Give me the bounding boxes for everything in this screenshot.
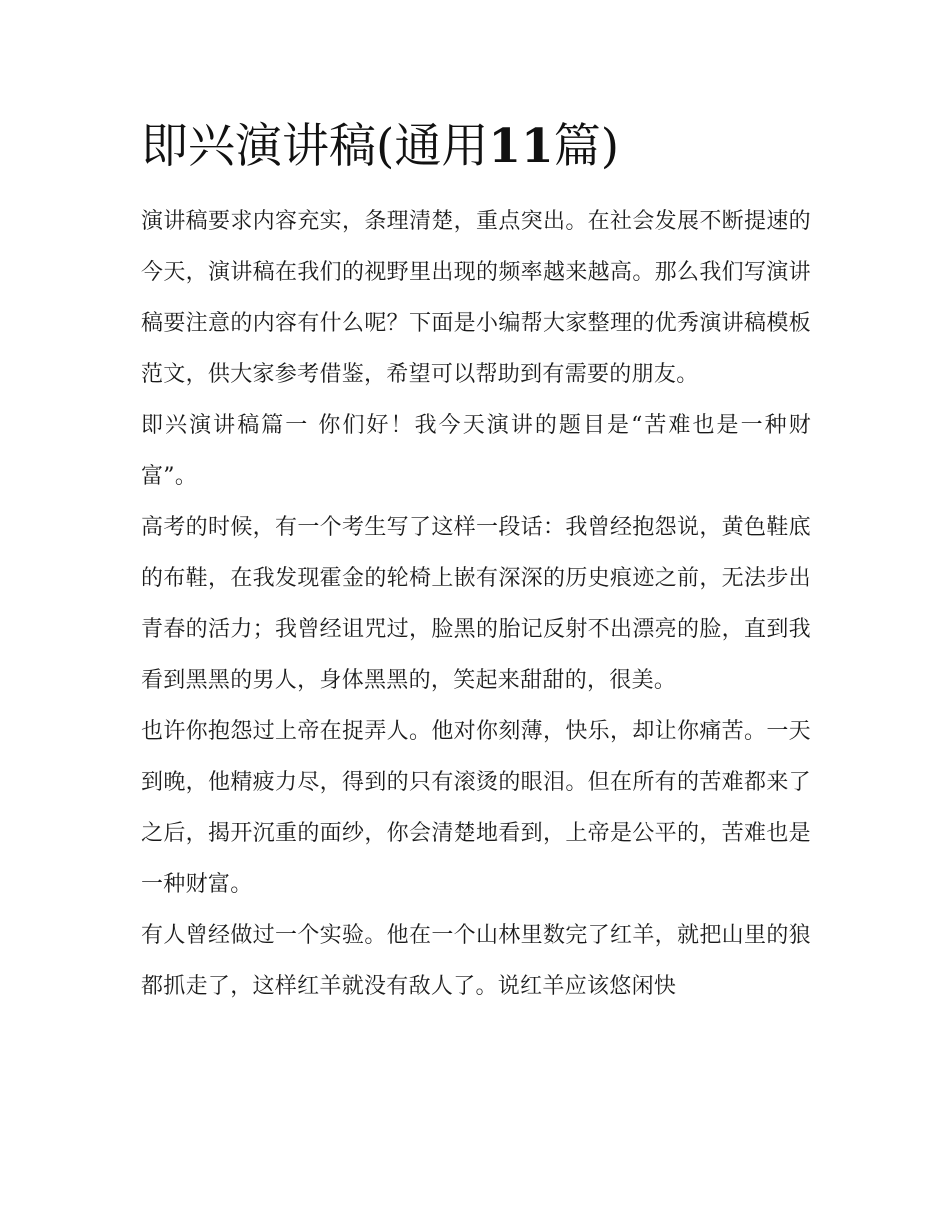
title-prefix: 即兴演讲稿(通用: [141, 119, 489, 174]
paragraph-speech-opening: 即兴演讲稿篇一 你们好！我今天演讲的题目是“苦难也是一种财富”。: [141, 413, 811, 489]
paragraph-exam-story: 高考的时候，有一个考生写了这样一段话：我曾经抱怨说，黄色鞋底的布鞋，在我发现霍金的轮椅上嵌有深深的历史痕迹之前，无法步出青春的活力；我曾经诅咒过，脸黑的胎记反射不出漂亮的脸，直到我看到黑黑的男人，身体黑黑的，笑起来甜甜的，很美。: [141, 515, 811, 693]
title-suffix: 篇): [553, 119, 620, 174]
paragraph-experiment: 有人曾经做过一个实验。他在一个山林里数完了红羊，就把山里的狼都抓走了，这样红羊就没有敌人了。说红羊应该悠闲快: [141, 923, 811, 999]
paragraph-suffering: 也许你抱怨过上帝在捉弄人。他对你刻薄，快乐，却让你痛苦。一天到晚，他精疲力尽，得到的只有滚烫的眼泪。但在所有的苦难都来了之后，揭开沉重的面纱，你会清楚地看到，上帝是公平的，苦难也是一种财富。: [141, 719, 811, 897]
document-title: [141, 112, 841, 182]
title-number: 11: [488, 119, 554, 174]
document-body: [141, 196, 811, 1012]
paragraph-intro: 演讲稿要求内容充实，条理清楚，重点突出。在社会发展不断提速的今天，演讲稿在我们的视野里出现的频率越来越高。那么我们写演讲稿要注意的内容有什么呢？下面是小编帮大家整理的优秀演讲稿模板范文，供大家参考借鉴，希望可以帮助到有需要的朋友。: [141, 209, 811, 387]
